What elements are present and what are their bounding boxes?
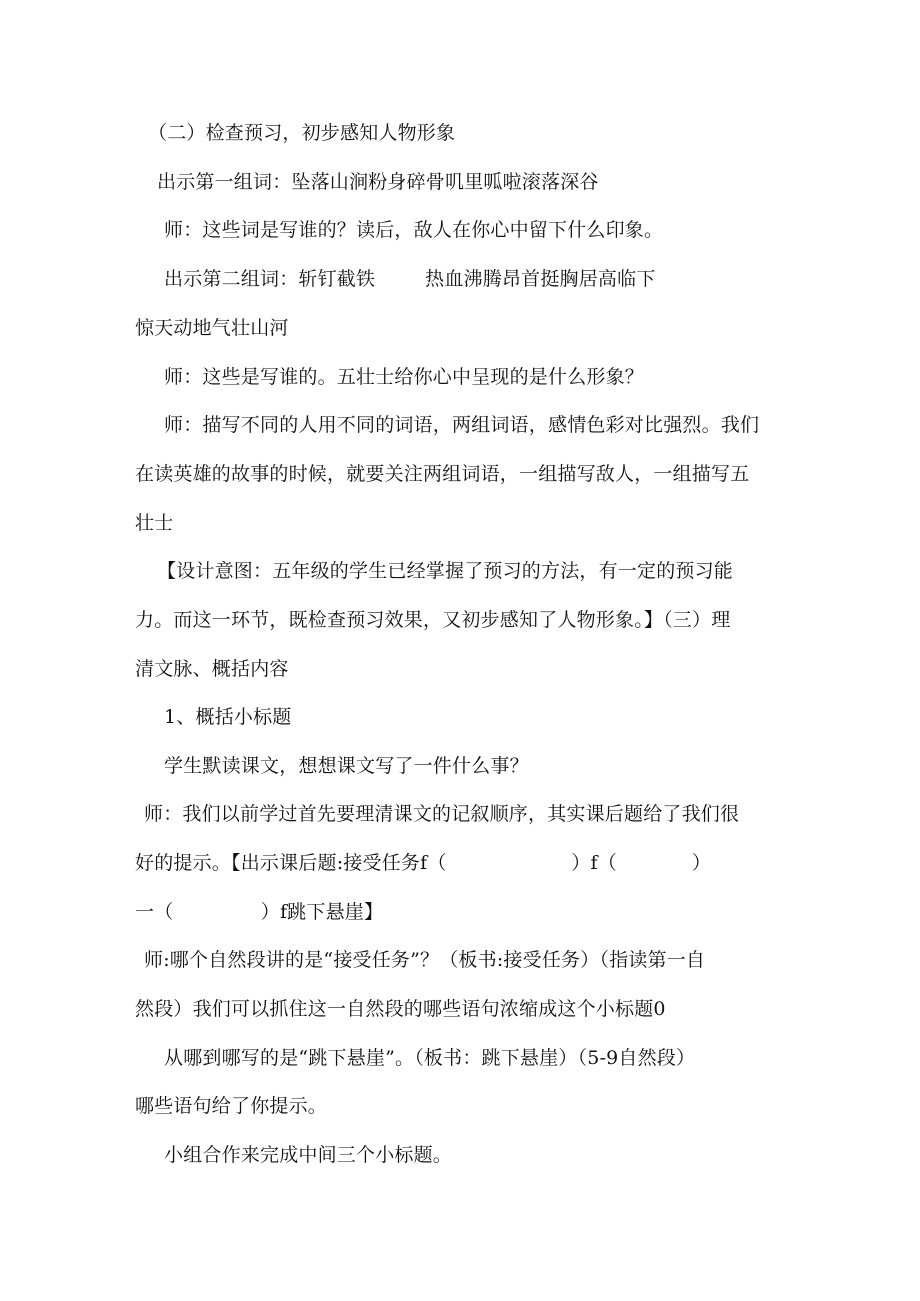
subheading-1: 1、概括小标题 [164, 706, 292, 728]
teacher-line-3c: 壮士 [135, 512, 174, 534]
teacher-line-5a: 师:哪个自然段讲的是“接受任务”？（板书:接受任务）（指读第一自 [144, 949, 706, 971]
teacher-line-4c: 一（ ）f跳下悬崖】 [135, 901, 384, 923]
teacher-line-3b: 在读英雄的故事的时候，就要关注两组词语，一组描写敌人，一组描写五 [135, 463, 750, 485]
design-intent-a: 【设计意图：五年级的学生已经掌握了预习的方法，有一定的预习能 [157, 560, 734, 582]
paragraph-range-a: 从哪到哪写的是“跳下悬崖”。（板书：跳下悬崖）（5-9自然段） [164, 1047, 696, 1069]
teacher-line-2: 师：这些是写谁的。五壮士给你心中呈现的是什么形象？ [164, 366, 645, 388]
teacher-line-3a: 师：描写不同的人用不同的词语，两组词语，感情色彩对比强烈。我们 [164, 414, 760, 436]
paragraph-range-b: 哪些语句给了你提示。 [135, 1095, 328, 1117]
teacher-line-4b: 好的提示。【出示课后题:接受任务f（ ）f（ ） [135, 852, 712, 874]
word-group-2: 出示第二组词：斩钉截铁 热血沸腾昂首挺胸居高临下 [164, 268, 656, 290]
section-heading-2: （二）检查预习，初步感知人物形象 [148, 122, 456, 144]
word-group-1: 出示第一组词：坠落山涧粉身碎骨叽里呱啦滚落深谷 [157, 171, 599, 193]
teacher-line-4a: 师：我们以前学过首先要理清课文的记叙顺序，其实课后题给了我们很 [144, 803, 740, 825]
section-heading-3: 清文脉、概括内容 [135, 658, 289, 680]
design-intent-b: 力。而这一环节，既检查预习效果，又初步感知了人物形象。】（三）理 [135, 609, 731, 631]
student-task: 学生默读课文，想想课文写了一件什么事？ [164, 755, 529, 777]
word-group-2-cont: 惊天动地气壮山河 [135, 317, 289, 339]
teacher-line-1: 师：这些词是写谁的？读后，敌人在你心中留下什么印象。 [164, 219, 664, 241]
teacher-line-5b: 然段）我们可以抓住这一自然段的哪些语句浓缩成这个小标题0 [135, 998, 666, 1020]
group-task: 小组合作来完成中间三个小标题。 [164, 1144, 453, 1166]
